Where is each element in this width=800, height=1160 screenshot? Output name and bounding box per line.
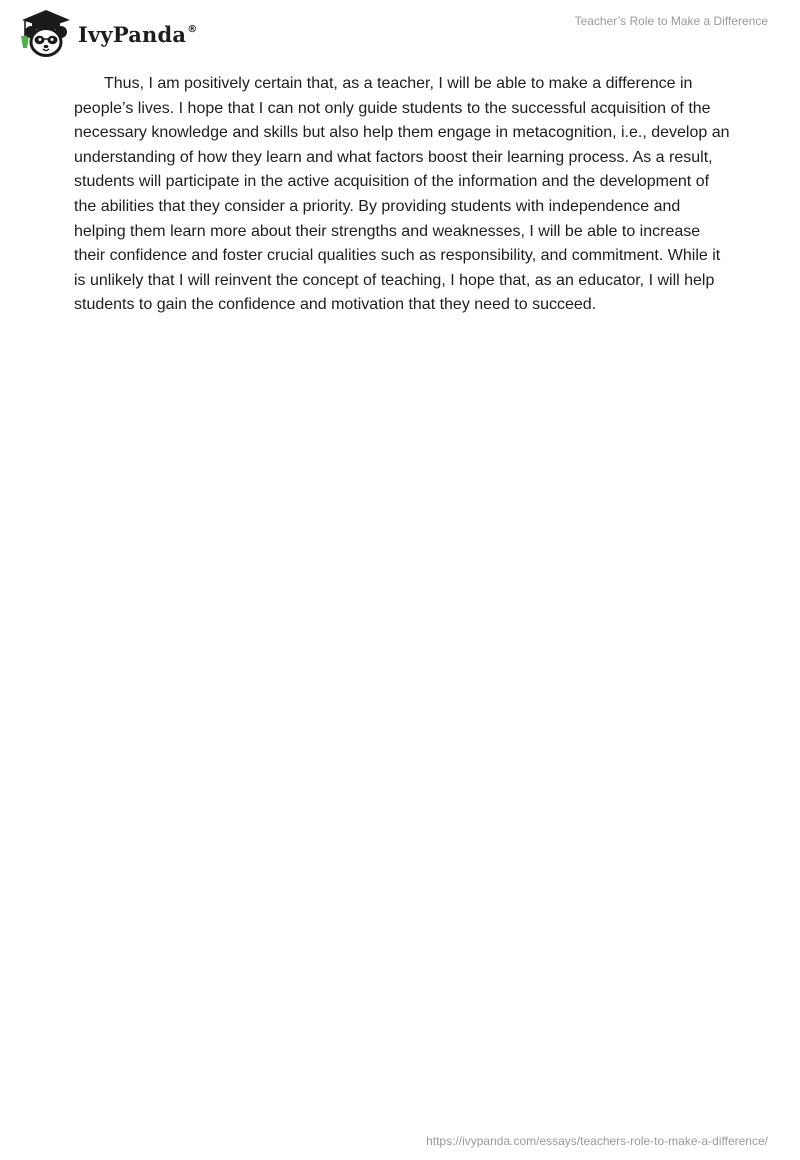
registered-mark: ® [187, 23, 198, 35]
panda-graduate-icon [16, 8, 74, 58]
ivypanda-logo[interactable] [16, 8, 197, 58]
page-header [0, 0, 800, 66]
running-title: Teacher’s Role to Make a Difference [574, 14, 768, 28]
source-url[interactable]: https://ivypanda.com/essays/teachers-role-to-make-a-difference/ [426, 1134, 768, 1148]
essay-paragraph: Thus, I am positively certain that, as a teacher, I will be able to make a difference in people’s lives. I hope that I can not only guide students to the successful acquisition of the necessary knowledge and skills but also help them engage in metacognition, i.e., develop an understanding of how they learn and what factors boost their learning process. As a result, students will participate in the active acquisition of the information and the development of the abilities that they consider a priority. By providing students with independence and helping them learn more about their strengths and weaknesses, I will be able to increase their confidence and foster crucial qualities such as responsibility, and commitment. While it is unlikely that I will reinvent the concept of teaching, I hope that, as an educator, I will help students to gain the confidence and motivation that they need to succeed. [74, 75, 730, 314]
brand-name: IvyPanda® [78, 21, 198, 47]
